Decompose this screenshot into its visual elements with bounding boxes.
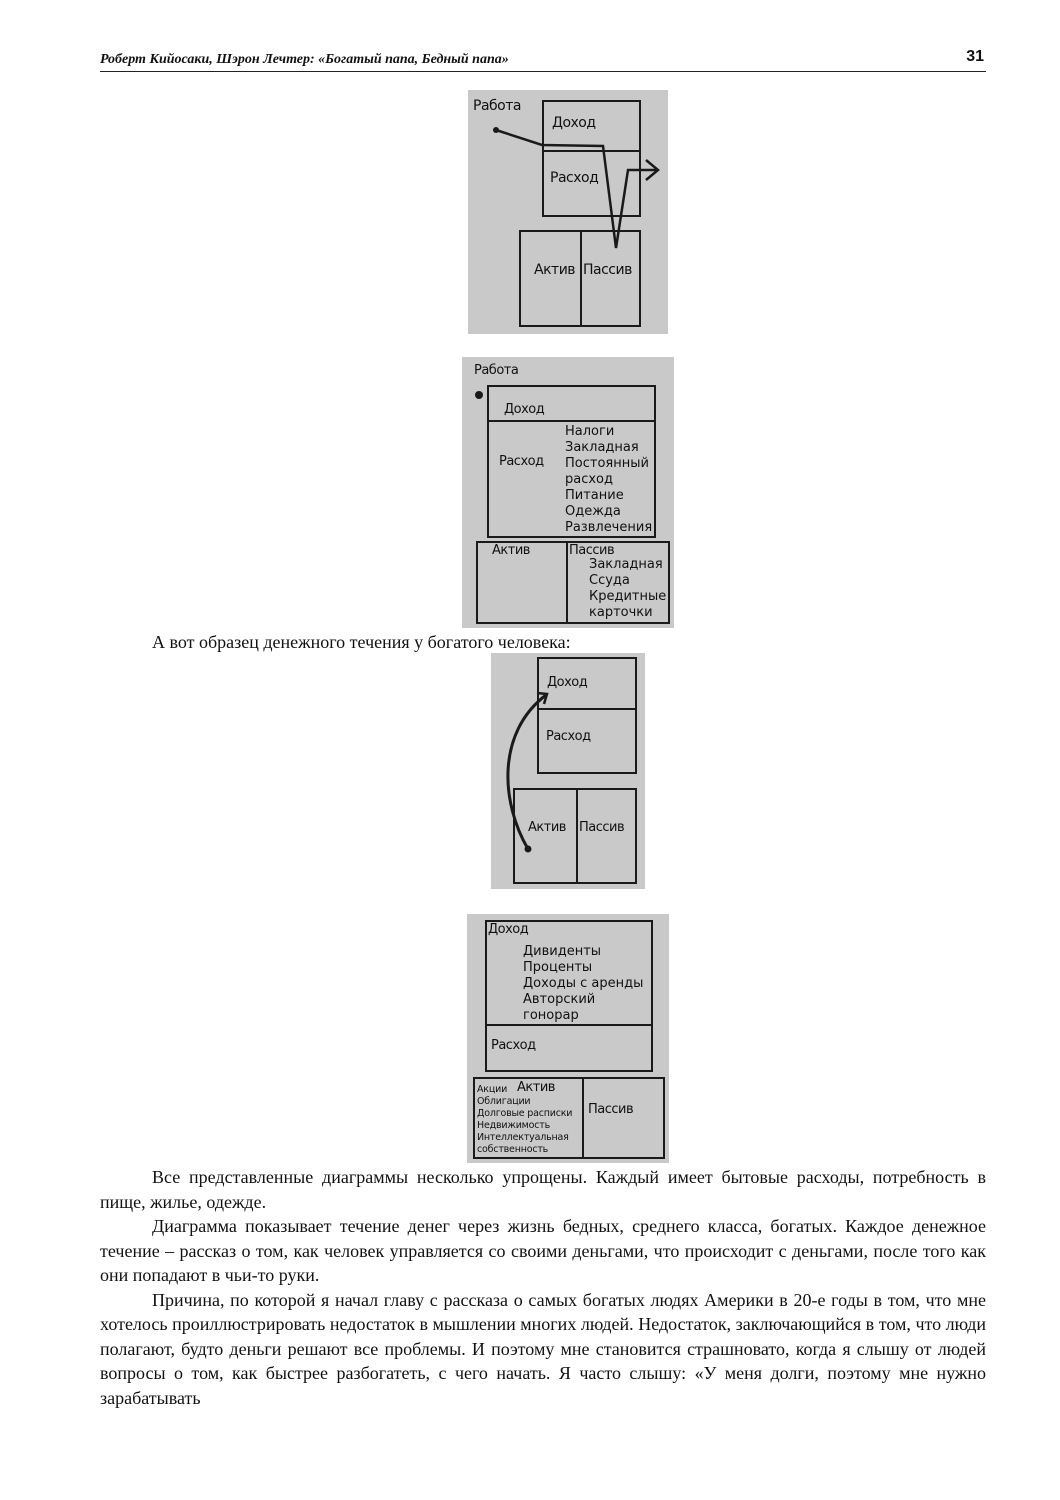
body-text (100, 1165, 986, 1410)
paragraph: Все представленные диаграммы несколько упрощены. Каждый имеет бытовые расходы, потребность в пище, жилье, одежде. (100, 1167, 986, 1212)
income-item: Авторский (523, 992, 596, 1007)
income-label: Доход (504, 402, 545, 417)
figure-middle-class-detail (462, 357, 674, 628)
asset-items-list (477, 1084, 572, 1156)
asset-item: собственность (477, 1144, 549, 1155)
paragraph: Диаграмма показывает течение денег через жизнь бедных, среднего класса, богатых. Каждое денежное течение – рассказ о том, как человек управляется со своими деньгами, что происходит с деньгами, после того как они попадают в чьи-то руки. (100, 1216, 986, 1285)
liability-label: Пассив (569, 543, 615, 558)
income-item: Проценты (523, 960, 593, 975)
expense-item: Закладная (565, 440, 639, 455)
liability-item: Ссуда (589, 573, 630, 588)
income-expense-divider (485, 1024, 653, 1026)
expense-item: Постоянный (565, 456, 649, 471)
expense-item: Питание (565, 488, 624, 503)
liability-label: Пассив (583, 262, 632, 278)
figure-poor-cashflow (468, 90, 668, 334)
cashflow-arrow (491, 653, 645, 889)
asset-label: Актив (517, 1080, 555, 1095)
cashflow-arrow (468, 90, 668, 334)
asset-item: Облигации (477, 1096, 531, 1107)
expense-item: расход (565, 472, 614, 487)
expense-label: Расход (550, 170, 599, 186)
expense-label: Расход (546, 729, 591, 744)
expense-item: Развлечения (565, 520, 653, 535)
running-header (100, 50, 986, 72)
liability-item: карточки (589, 605, 653, 620)
income-expense-divider (487, 420, 656, 422)
expense-item: Одежда (565, 504, 621, 519)
asset-item: Долговые расписки (477, 1108, 573, 1119)
page-number: 31 (966, 48, 984, 65)
figure-rich-cashflow (491, 653, 645, 889)
rich-cashflow-caption: А вот образец денежного течения у богатого человека: (152, 632, 571, 652)
asset-liability-divider (566, 541, 568, 624)
paragraph: Причина, по которой я начал главу с рассказа о самых богатых людях Америки в 20-е годы в том, что мне хотелось проиллюстрировать недостаток в мышлении многих людей. Недостаток, заключающийся в том, что люди полагают, будто деньги решают все проблемы. И поэтому мне становится страшновато, когда я слышу от людей вопросы о том, как быстрее разбогатеть, с чего начать. Я часто слышу: «У меня долги, поэтому мне нужно зарабатывать (100, 1289, 986, 1408)
expense-item: Налоги (565, 424, 615, 439)
work-label: Работа (473, 98, 521, 114)
asset-label: Актив (492, 543, 530, 558)
income-items-list (523, 944, 643, 1024)
asset-label: Актив (528, 820, 566, 835)
asset-item: Недвижимость (477, 1120, 550, 1131)
work-label: Работа (474, 363, 519, 378)
expense-label: Расход (491, 1038, 536, 1053)
asset-liability-divider (582, 1077, 584, 1159)
asset-item: Интеллектуальная (477, 1132, 569, 1143)
liability-label: Пассив (579, 820, 625, 835)
asset-item: Акции (477, 1084, 508, 1095)
income-item: Дивиденты (523, 944, 602, 959)
liability-item: Кредитные (589, 589, 667, 604)
expense-label: Расход (499, 454, 544, 469)
liability-item: Закладная (589, 557, 663, 572)
asset-label: Актив (534, 262, 576, 278)
figure-rich-detail (467, 914, 669, 1163)
income-label: Доход (552, 115, 596, 131)
book-title: Роберт Кийосаки, Шэрон Лечтер: «Богатый папа, Бедный папа» (100, 52, 509, 67)
income-label: Доход (547, 675, 588, 690)
income-item: гонорар (523, 1008, 579, 1023)
income-label: Доход (488, 922, 529, 937)
income-item: Доходы с аренды (523, 976, 644, 991)
expense-items-list (565, 424, 652, 536)
liability-label: Пассив (588, 1102, 634, 1117)
liability-items-list (589, 557, 666, 621)
